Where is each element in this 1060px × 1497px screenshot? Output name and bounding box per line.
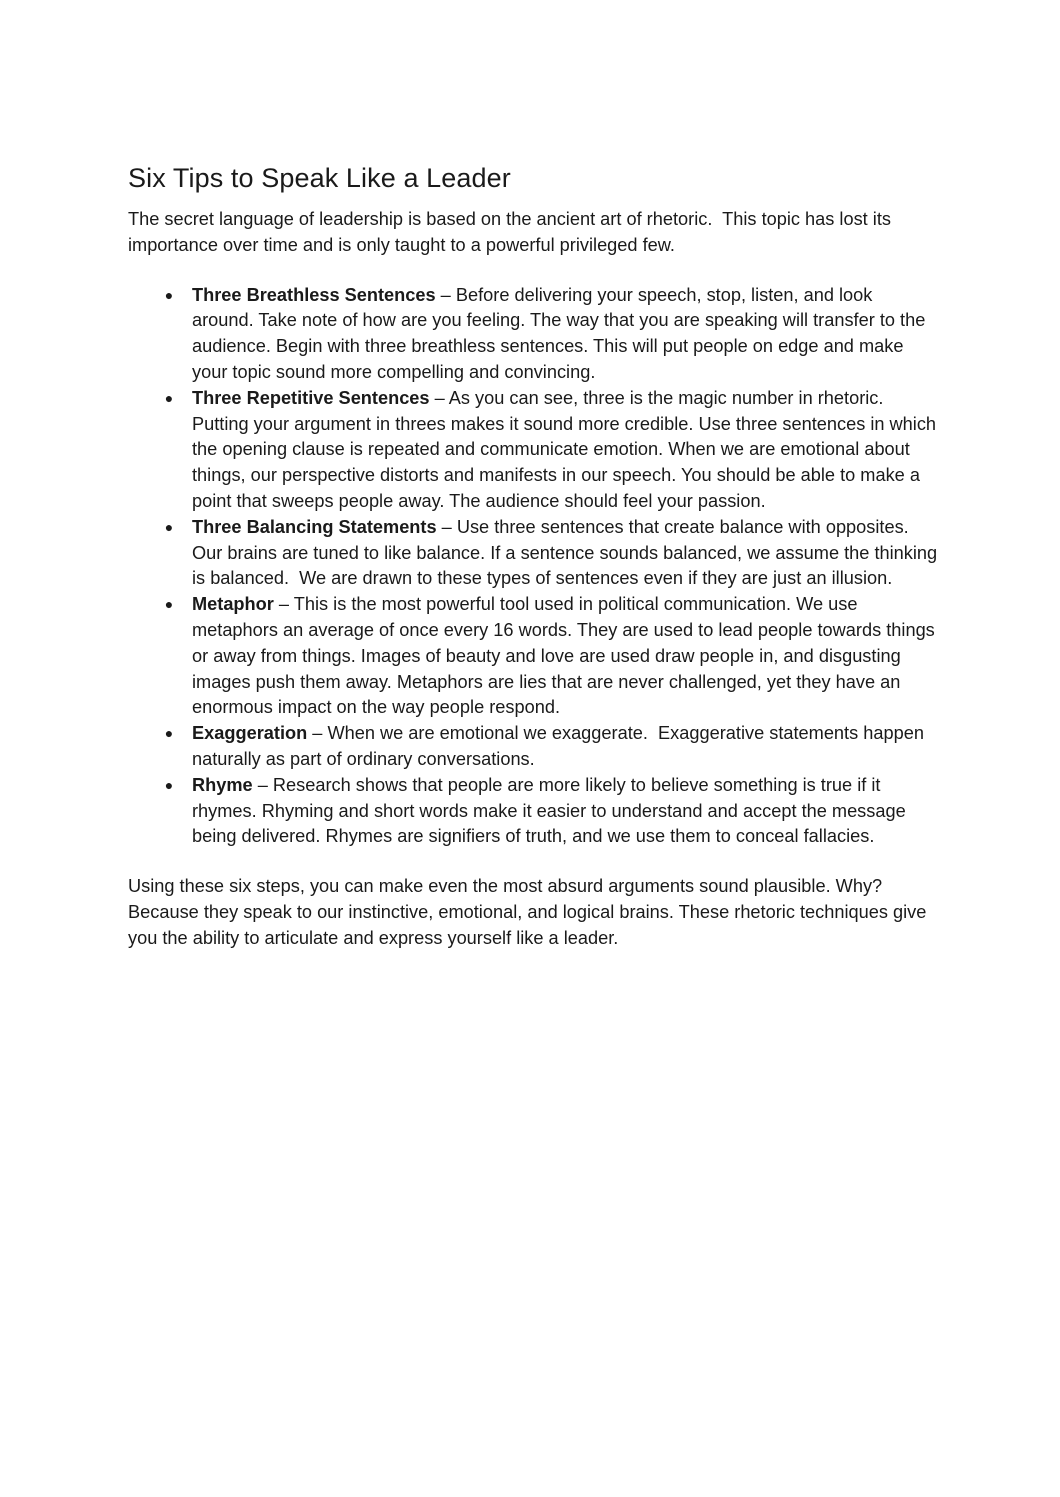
tip-item-metaphor — [128, 592, 938, 721]
intro-paragraph: The secret language of leadership is based on the ancient art of rhetoric. This topic has lost its importance over time and is only taught to a powerful privileged few. — [128, 209, 897, 255]
bullet-icon: ● — [164, 286, 174, 303]
tip-item-repetitive-sentences — [128, 386, 942, 515]
tip-name: Exaggeration — [192, 723, 308, 744]
tip-item-exaggeration — [128, 721, 938, 773]
bullet-icon: ● — [164, 389, 174, 406]
tip-text: – When we are emotional we exaggerate. Exaggerative statements happen naturally as part of ordinary conversations. — [192, 723, 930, 769]
tip-item-breathless-sentences — [128, 283, 938, 386]
tips-list — [128, 283, 943, 851]
tip-text: – This is the most powerful tool used in political communication. We use metaphors an average of once every 16 words. They are used to lead people towards things or away from things. Images of beauty and love are used draw people in, and disgusting images push them away. Metaphors are lies that are never challenged, yet they have an enormous impact on the way people respond. — [192, 594, 940, 718]
tip-text: – Before delivering your speech, stop, listen, and look around. Take note of how are you feeling. The way that you are speaking will transfer to the audience. Begin with three breathless sentences. This will put people on edge and make your topic sound more compelling and convincing. — [192, 284, 931, 382]
tip-name: Rhyme — [192, 774, 253, 795]
tip-item-balancing-statements — [128, 515, 943, 592]
bullet-icon: ● — [164, 518, 174, 535]
bullet-icon: ● — [164, 725, 174, 742]
tip-text: – Use three sentences that create balance with opposites. Our brains are tuned to like balance. If a sentence sounds balanced, we assume the thinking is balanced. We are drawn to these types of sentences even if they are just an illusion. — [192, 516, 943, 589]
tip-text: – As you can see, three is the magic number in rhetoric. Putting your argument in threes makes it sound more credible. Use three sentences in which the opening clause is repeated and communicate emotion. When we are emotional about things, our perspective distorts and manifests in our speech. You should be able to make a point that sweeps people away. The audience should feel your passion. — [192, 387, 942, 511]
tip-item-rhyme — [128, 773, 938, 850]
tip-text: – Research shows that people are more likely to believe something is true if it rhymes. Rhyming and short words make it easier to understand and accept the message being delivered. Rhymes are signifiers of truth, and we use them to conceal fallacies. — [192, 774, 911, 847]
document-title: Six Tips to Speak Like a Leader — [128, 163, 511, 193]
tip-name: Three Breathless Sentences — [192, 284, 436, 305]
tip-name: Three Balancing Statements — [192, 516, 437, 537]
tip-name: Three Repetitive Sentences — [192, 387, 430, 408]
tip-name: Metaphor — [192, 594, 274, 615]
conclusion-paragraph: Using these six steps, you can make even the most absurd arguments sound plausible. Why? Because they speak to our instinctive, emotional, and logical brains. These rhetoric techniques give you the ability to articulate and express yourself like a leader. — [128, 876, 932, 948]
bullet-icon: ● — [164, 596, 174, 613]
bullet-icon: ● — [164, 776, 174, 793]
document-body — [128, 160, 943, 952]
